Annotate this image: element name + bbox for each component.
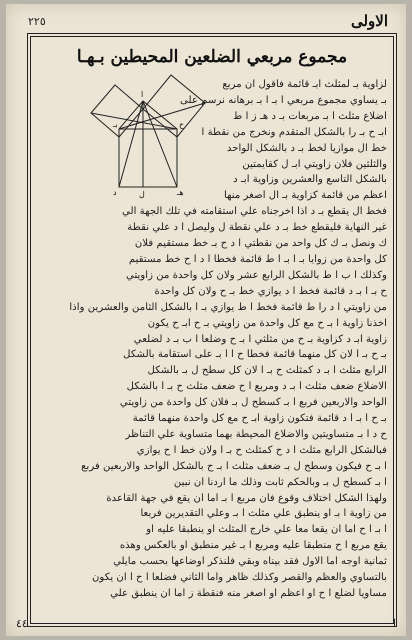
proposition-body <box>37 77 387 599</box>
text-line: اخذنا زاوية ا بـ ح مع كل واحدة من زاويتي بـ ح ابـ ح يكون <box>147 317 387 329</box>
text-line: خط ال موازيا لخط بـ د بالشكل الواحد <box>226 142 387 154</box>
text-line: بـ ح بـ ا لان كل منهما قائمة فخطا ح ا ا بـ على استقامة بالشكل <box>123 349 387 361</box>
svg-text:ل: ل <box>139 190 145 199</box>
svg-text:ح: ح <box>179 120 185 129</box>
text-line: ح د ا بـ متساويتين والاضلاع المحيطة بهما متساوية علي التناظر <box>125 428 387 440</box>
proposition-title: مجموع مربعي الضلعين المحيطين بـهـا <box>76 47 348 67</box>
text-line: اضلاع مثلث ا بـ مربعات بـ د هـ ز ا ط <box>233 110 387 122</box>
signature-mark: ٤٤ <box>16 616 28 630</box>
text-line: مساويا لضلع ا ح او اعظم او اصغر منه فنقطة ز اما ان ينطبق علي <box>110 588 387 599</box>
text-line: بالتساوي والعظم والقصر وكذلك ظاهر واما الثاني فضلعا ا ح ا ان يكون <box>91 572 387 584</box>
svg-text:هـ: هـ <box>177 188 184 197</box>
text-line: الرابع مثلث ا بـ د كمثلث ح بـ ا لان كل سطح ل بـ بالشكل <box>147 365 387 377</box>
text-line: كل واحدة من زوايا بـ ا بـ ا ط قائمة فخطا ا د ا ح خط مستقيم <box>128 253 387 265</box>
text-line: ا بـ ح فيكون وسطح ل بـ ضعف مثلث ا بـ ح بالشكل الواحد والاربعين فربع <box>81 460 387 472</box>
svg-text:د: د <box>113 188 117 197</box>
running-head: الاولى <box>350 12 388 30</box>
text-line: بالشكل التاسع والعشرين وزاوية ابـ د <box>233 174 387 186</box>
text-frame <box>30 36 394 624</box>
svg-text:بـ: بـ <box>113 120 118 129</box>
text-line: والثلثين فلان زاويتي ابـ ل كقايمتين <box>242 158 387 170</box>
text-line: وكذلك ا ب ا ط بالشكل الرابع عشر ولان كل واحدة من زاويتي <box>125 269 387 281</box>
text-line: يقع مربع ا ح منطبقا عليه ومربع ا بـ غير منطبق او بالعكس وهذه <box>119 540 387 552</box>
catchword: ا <box>392 616 396 630</box>
text-line: اعظم من قائمة كزاوية بـ ال اصغر منها <box>223 190 387 202</box>
text-line: زاوية ابـ د كزاوية بـ ح من مثلثي ا بـ ح وضلعا ا ب بـ د لضلعي <box>133 333 387 345</box>
text-line: ثمانية اوجه اما الاول فقد بيناه وبقي فلنذكر اوضاعها بحسب مايلي <box>113 556 387 568</box>
text-line: ولهذا الشكل اختلاف وقوع فان مربع ا بـ اما ان يقع في جهة القاعدة <box>106 492 387 504</box>
text-line: بـ ح ا بـ ا د قائمة فتكون زاوية ابـ ح مع كل واحدة منهما قائمة <box>132 413 387 425</box>
text-line: فبالشكل الرابع مثلث ا د ح كمثلث ح بـ ا ولان خط ا ح يوازي <box>136 444 387 456</box>
text-line: الواحد والاربعين فربع ا بـ كسطح ل بـ فلان كل واحدة من زاويتي <box>119 397 387 409</box>
text-line: ا بـ كسطح ل بـ وبالحكم ثابت وذلك ما اردنا ان نبين <box>173 476 387 488</box>
text-line: الاضلاع ضعف مثلث ا بـ د ومربع ا ح ضعف مثلث ح بـ ا بالشكل <box>126 381 387 393</box>
text-line: غير النهاية فليقطع خط بـ د علي نقطة ل وليصل ا د علي نقطة <box>127 222 387 234</box>
text-line: ا بـ ا ح اما ان يقعا معا علي خارج المثلث او ينطبقا عليه او <box>146 524 387 536</box>
page-number: ٢٢٥ <box>28 14 46 28</box>
text-line: لزاوية بـ لمثلث ابـ قائمة فاقول ان مربع <box>222 79 387 90</box>
text-line: من زاوية ا بـ او ينطبق علي مثلث ا بـ وعلي التقديرين فربعا <box>140 508 387 520</box>
text-line: بـ يساوي مجموع مربعي ا بـ ا بـ برهانه نرسم على <box>180 94 387 106</box>
page-header <box>28 10 388 32</box>
text-line: ك ونصل بـ ك كل واحد من نقطتي ا د ح بـ خط مستقيم فلان <box>134 238 387 250</box>
book-page <box>6 4 406 636</box>
page-footer <box>16 614 396 632</box>
text-line: ح بـ ا بـ د قائمة فخط ا د يوازي خط بـ ح ولان كل واحدة <box>154 285 387 297</box>
svg-text:ا: ا <box>141 90 144 99</box>
text-line: ابـ ح بـ را بالشكل المتقدم ونخرج من نقطة ا <box>201 126 387 138</box>
text-line: من زاويتي ا د را ط قائمة فخط ا ط يوازي بـ ا بالشكل الثامن والعشرين واذا <box>69 301 387 313</box>
text-line: فخط ال يقطع بـ د اذا اخرجناه علي استقامته في تلك الجهة الي <box>122 206 387 218</box>
